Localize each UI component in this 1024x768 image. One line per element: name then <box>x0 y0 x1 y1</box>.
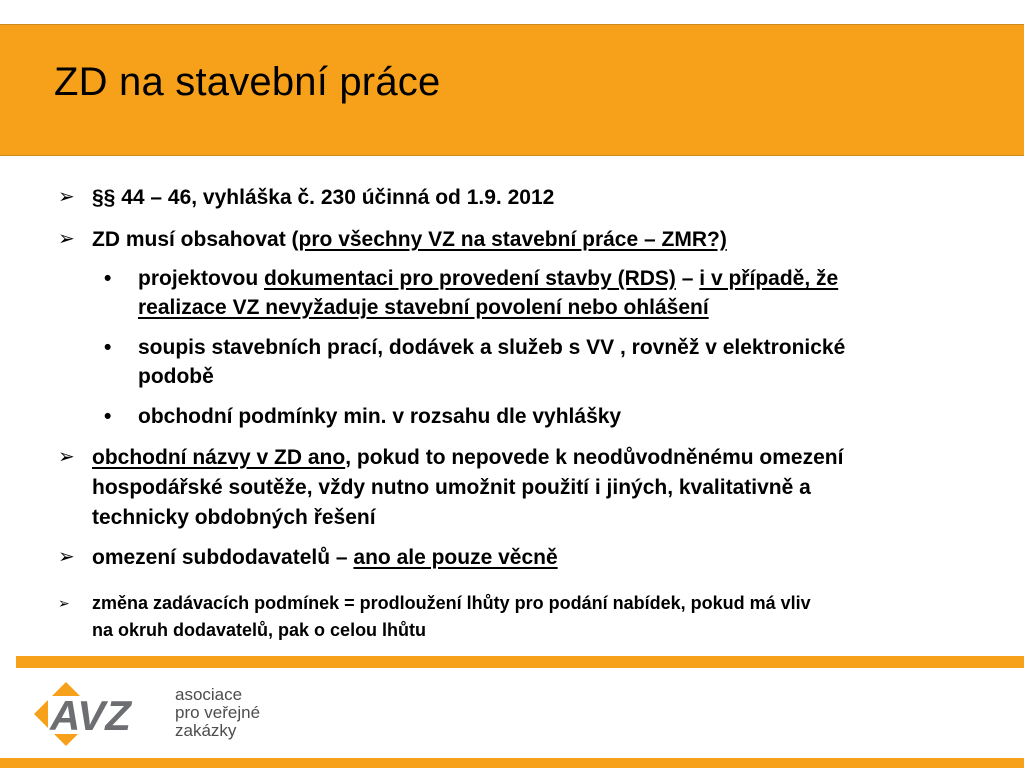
logo-letters: AVZ <box>50 692 131 739</box>
bullet-text: obchodní názvy v ZD ano, pokud to nepovede k neodůvodněnému omezení <box>92 446 844 469</box>
footer-bottom-bar <box>0 758 1024 768</box>
arrowhead-bullet-icon: ➢ <box>58 186 75 208</box>
footer-divider <box>16 656 1024 668</box>
bullet-text: soupis stavebních prací, dodávek a služeb s VV , rovněž v elektronické <box>138 336 846 359</box>
bullet-text: omezení subdodavatelů – ano ale pouze věcně <box>92 546 558 569</box>
arrowhead-bullet-icon: ➢ <box>58 595 70 611</box>
bullet-text-continued: podobě <box>138 365 214 388</box>
logo-text-line: zakázky <box>175 721 237 740</box>
bullet-text: obchodní podmínky min. v rozsahu dle vyhlášky <box>138 405 622 428</box>
bullet-text: §§ 44 – 46, vyhláška č. 230 účinná od 1.9. 2012 <box>92 186 555 209</box>
bullet-text: projektovou dokumentaci pro provedení stavby (RDS) – i v případě, že <box>138 267 839 290</box>
arrowhead-bullet-icon: ➢ <box>58 446 75 468</box>
dot-bullet-icon: • <box>104 336 112 359</box>
bullet-text: změna zadávacích podmínek = prodloužení lhůty pro podání nabídek, pokud má vliv <box>92 593 811 613</box>
arrowhead-bullet-icon: ➢ <box>58 228 75 250</box>
logo-text-line: asociace <box>175 685 243 704</box>
bullet-text-continued: technicky obdobných řešení <box>92 506 376 529</box>
bullet-text-continued: hospodářské soutěže, vždy nutno umožnit použití i jiných, kvalitativně a <box>92 476 811 499</box>
arrowhead-bullet-icon: ➢ <box>58 546 75 568</box>
logo-text <box>175 686 260 740</box>
dot-bullet-icon: • <box>104 405 112 428</box>
bullet-text: ZD musí obsahovat (pro všechny VZ na stavební práce – ZMR?) <box>92 228 727 251</box>
bullet-text-continued: na okruh dodavatelů, pak o celou lhůtu <box>92 620 427 640</box>
logo-text-line: pro veřejné <box>175 703 261 722</box>
bullet-text-continued: realizace VZ nevyžaduje stavební povolení nebo ohlášení <box>138 296 709 319</box>
slide-title: ZD na stavební práce <box>54 60 441 104</box>
dot-bullet-icon: • <box>104 267 112 290</box>
